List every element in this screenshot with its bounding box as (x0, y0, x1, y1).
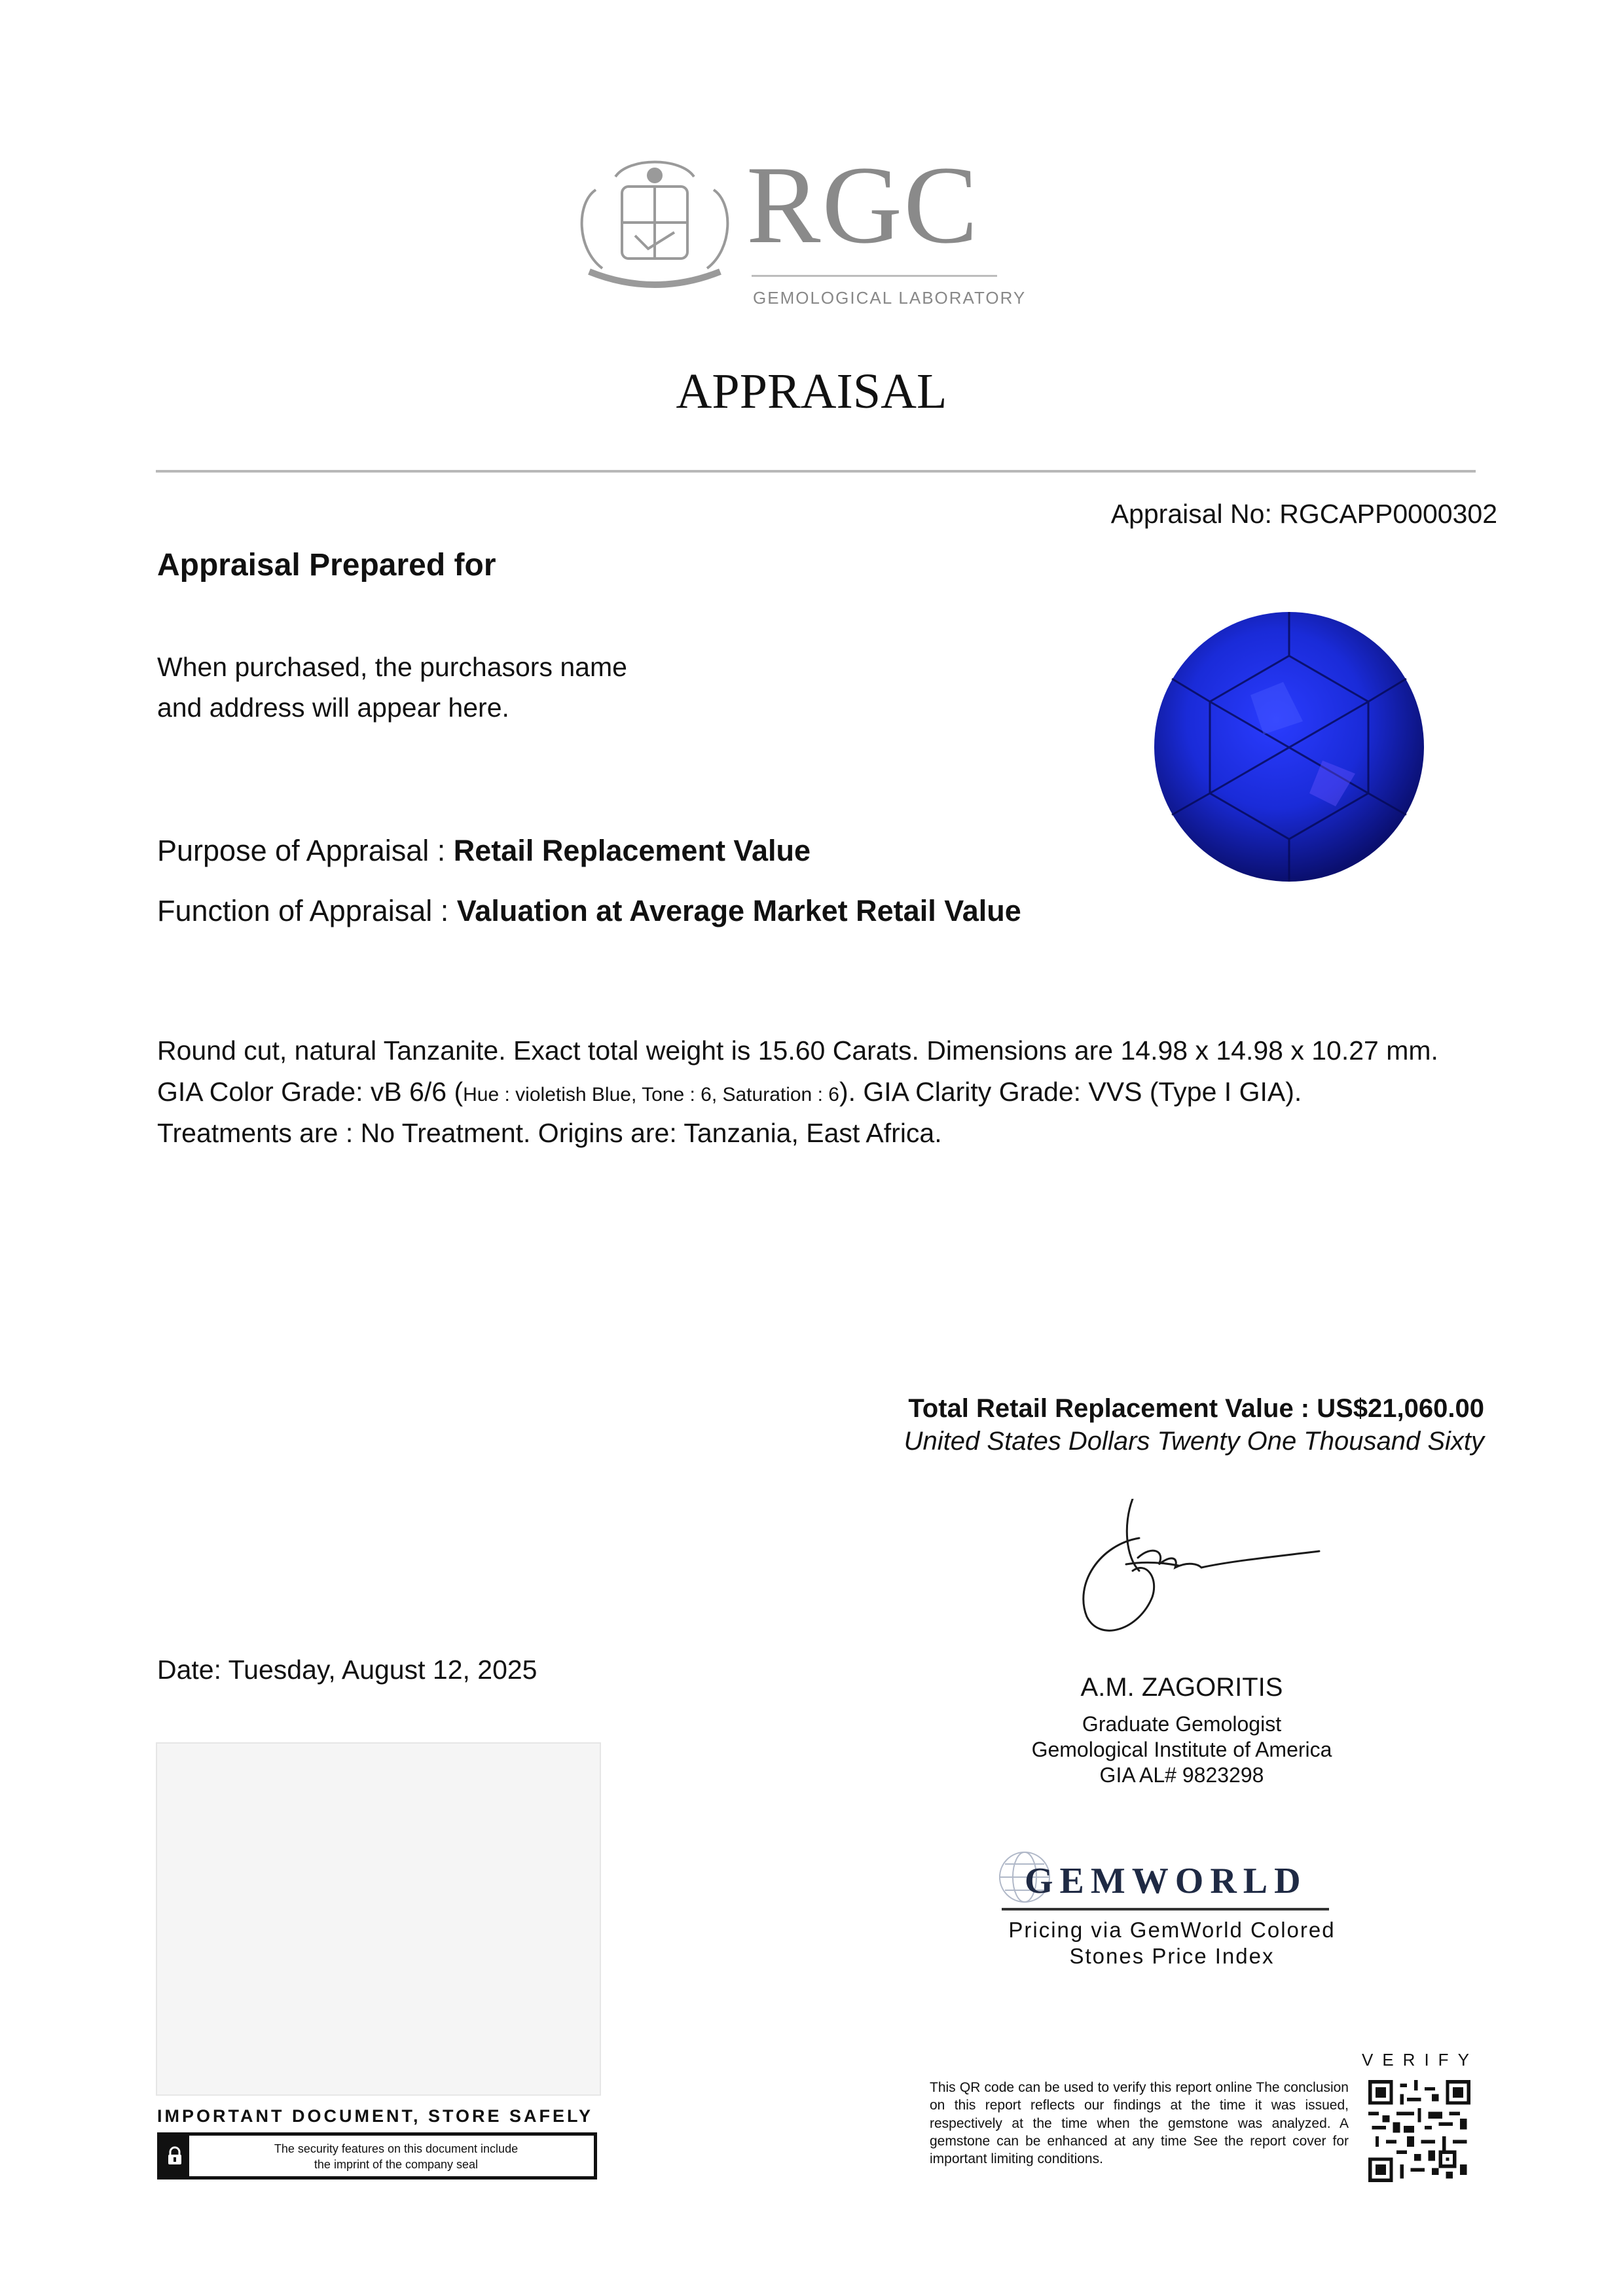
description-line-2 (157, 1077, 1302, 1107)
security-text (200, 2141, 593, 2173)
color-grade-detail: Hue : violetish Blue, Tone : 6, Saturation : 6 (463, 1084, 839, 1105)
function-of-appraisal (157, 894, 1021, 928)
purchaser-line-1: When purchased, the purchasors name (157, 652, 627, 682)
lock-icon (166, 2146, 184, 2166)
pricing-line-1: Pricing via GemWorld Colored (1008, 1918, 1336, 1942)
function-value: Valuation at Average Market Retail Value (456, 894, 1021, 927)
color-grade-text: GIA Color Grade: vB 6/6 ( (157, 1077, 464, 1107)
security-line-1: The security features on this document include (274, 2142, 519, 2155)
purpose-value: Retail Replacement Value (453, 834, 811, 867)
logo-divider (752, 275, 997, 277)
gemworld-logo-text: GEMWORLD (1025, 1861, 1307, 1901)
appraisal-number: Appraisal No: RGCAPP0000302 (1110, 499, 1497, 529)
total-value-words: United States Dollars Twenty One Thousand Sixty (903, 1427, 1484, 1456)
logo-subtitle: GEMOLOGICAL LABORATORY (753, 288, 1027, 308)
purpose-label: Purpose of Appraisal : (157, 834, 454, 867)
page-title: APPRAISAL (676, 364, 947, 419)
function-label: Function of Appraisal : (157, 894, 457, 927)
gemstone-image (1152, 610, 1426, 884)
seal-area (156, 1742, 601, 2096)
security-notice-box (157, 2132, 597, 2179)
qr-disclaimer: This QR code can be used to verify this report online The conclusion on this report reflects our findings at the time it was issued, respectively at the time when the gemstone was analyzed. A gemstone can be enhanced at any time See the report cover for important limiting conditions. (930, 2080, 1349, 2167)
appraisal-date: Date: Tuesday, August 12, 2025 (157, 1655, 538, 1685)
appraiser-id: GIA AL# 9823298 (1099, 1763, 1264, 1787)
gemworld-divider (1002, 1908, 1329, 1910)
appraiser-institute: Gemological Institute of America (1031, 1738, 1332, 1761)
header-divider (156, 470, 1476, 473)
lock-cell (160, 2136, 189, 2176)
total-value: Total Retail Replacement Value : US$21,060.00 (908, 1394, 1484, 1423)
security-line-2: the imprint of the company seal (314, 2158, 479, 2172)
verify-label: VERIFY (1362, 2050, 1478, 2070)
logo-text: RGC (746, 143, 979, 266)
description-line-1: Round cut, natural Tanzanite. Exact total weight is 15.60 Carats. Dimensions are 14.98 x 14.98 x 10.27 mm. (157, 1035, 1438, 1066)
signature-image (1061, 1499, 1322, 1649)
qr-code[interactable] (1368, 2080, 1470, 2182)
prepared-for-heading: Appraisal Prepared for (157, 548, 496, 583)
appraiser-name: A.M. ZAGORITIS (1080, 1673, 1283, 1702)
pricing-line-2: Stones Price Index (1069, 1944, 1275, 1968)
clarity-grade-text: ). GIA Clarity Grade: VVS (Type I GIA). (839, 1077, 1302, 1107)
description-line-3: Treatments are : No Treatment. Origins are: Tanzania, East Africa. (157, 1118, 942, 1148)
important-notice: IMPORTANT DOCUMENT, STORE SAFELY (157, 2106, 594, 2126)
purpose-of-appraisal (157, 834, 811, 868)
appraiser-title: Graduate Gemologist (1082, 1712, 1282, 1736)
purchaser-line-2: and address will appear here. (157, 692, 509, 723)
